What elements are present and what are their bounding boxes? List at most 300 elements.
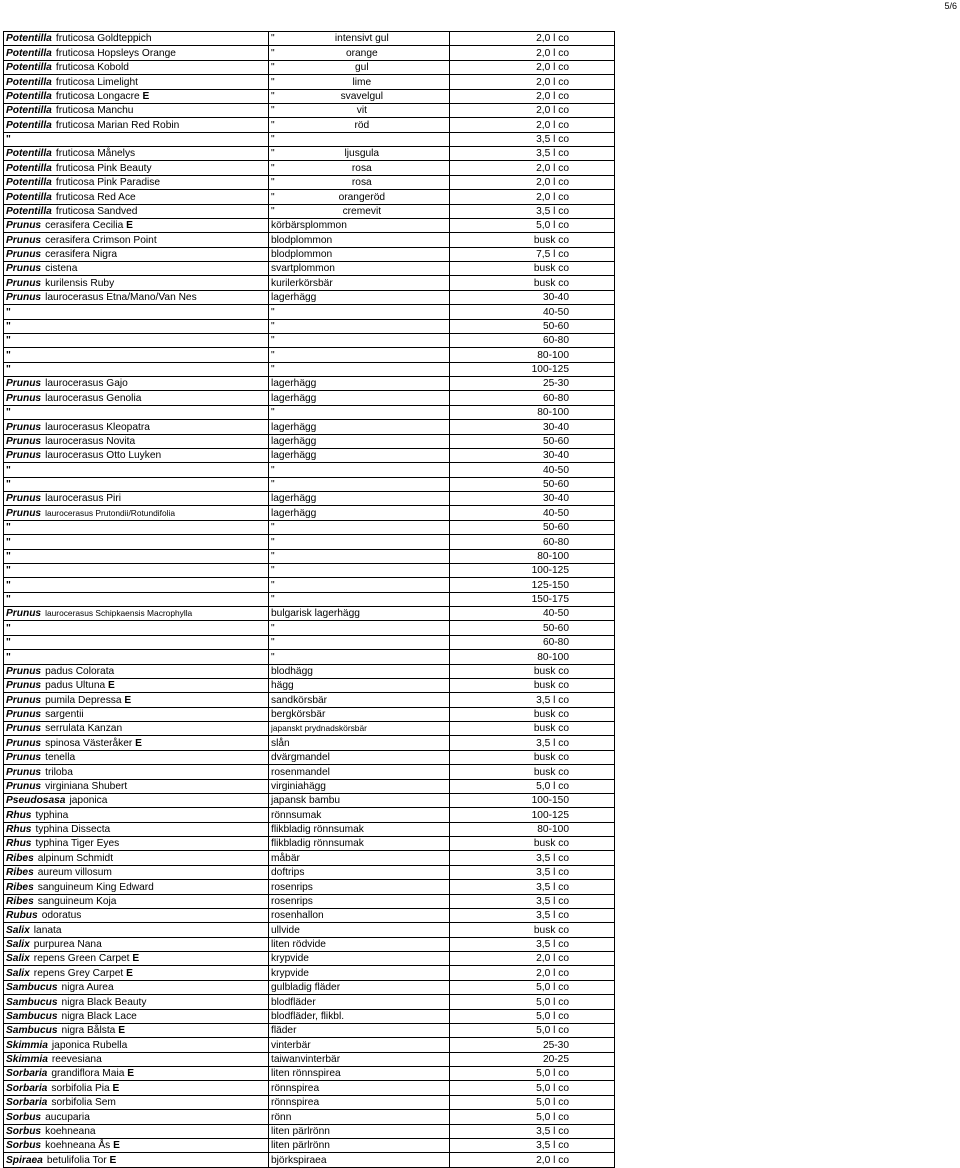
plant-name-cell <box>4 448 269 462</box>
table-row <box>4 262 615 276</box>
description: rosenhallon <box>271 910 324 922</box>
genus: " <box>6 536 11 548</box>
plant-name-cell <box>4 535 269 549</box>
ditto-mark: " <box>271 105 275 117</box>
species-cultivar: laurocerasus Gajo <box>45 378 128 390</box>
plant-name-cell <box>4 793 269 807</box>
description: taiwanvinterbär <box>271 1054 341 1065</box>
genus: Prunus <box>6 220 42 232</box>
size-cell: 5,0 l co <box>450 1095 615 1109</box>
table-row <box>4 664 615 678</box>
description-cell <box>269 923 450 937</box>
species-cultivar: nigra Bålsta <box>61 1025 116 1037</box>
description-cell <box>269 1138 450 1152</box>
description: " <box>271 306 275 318</box>
species-cultivar: laurocerasus Schipkaensis Macrophylla <box>45 608 193 619</box>
size-cell: 100-125 <box>450 362 615 376</box>
ditto-mark: " <box>271 177 275 189</box>
genus: Pseudosasa <box>6 795 66 807</box>
size-cell: 3,5 l co <box>450 865 615 879</box>
size-cell: 80-100 <box>450 405 615 419</box>
genus: " <box>6 464 11 476</box>
species-cultivar: betulifolia Tor <box>46 1154 107 1166</box>
description-cell <box>269 348 450 362</box>
description: rönnsumak <box>271 809 322 821</box>
description-cell <box>269 1153 450 1167</box>
plant-name-cell <box>4 405 269 419</box>
description-cell <box>269 707 450 721</box>
description-cell <box>269 290 450 304</box>
plant-name-cell <box>4 923 269 937</box>
genus: Ribes <box>6 895 34 907</box>
plant-name-cell <box>4 305 269 319</box>
description-cell <box>269 391 450 405</box>
description-cell <box>269 693 450 707</box>
genus: Prunus <box>6 752 42 764</box>
table-row <box>4 218 615 232</box>
description: röd <box>354 119 370 131</box>
description-cell <box>269 607 450 621</box>
species-cultivar: purpurea Nana <box>33 939 102 950</box>
plant-name-cell <box>4 218 269 232</box>
species-cultivar: fruticosa Goldteppich <box>55 33 152 45</box>
species-cultivar: laurocerasus Kleopatra <box>45 421 150 433</box>
plant-name-cell <box>4 1023 269 1037</box>
description-cell <box>269 736 450 750</box>
size-cell: 2,0 l co <box>450 118 615 132</box>
plant-name-cell <box>4 607 269 621</box>
description: lagerhägg <box>271 493 317 505</box>
plant-name-cell <box>4 966 269 980</box>
size-cell: busk co <box>450 233 615 247</box>
table-row <box>4 118 615 132</box>
genus: Potentilla <box>6 105 52 117</box>
table-row <box>4 1009 615 1023</box>
table-row <box>4 1067 615 1081</box>
description: rosenrips <box>271 895 313 907</box>
description: gul <box>355 62 369 74</box>
size-cell: 5,0 l co <box>450 1009 615 1023</box>
description-cell <box>269 1009 450 1023</box>
table-row <box>4 851 615 865</box>
species-cultivar: reevesiana <box>51 1054 102 1065</box>
description: bulgarisk lagerhägg <box>271 608 360 620</box>
description: lagerhägg <box>271 450 317 462</box>
species-cultivar: sanguineum Koja <box>37 895 117 907</box>
genus: Prunus <box>6 292 42 304</box>
description: rönn <box>271 1111 292 1123</box>
description: blodfläder <box>271 996 316 1008</box>
e-mark: E <box>112 1082 120 1094</box>
size-cell: busk co <box>450 664 615 678</box>
description: liten pärlrönn <box>271 1140 330 1152</box>
description-cell <box>269 434 450 448</box>
description-cell <box>269 405 450 419</box>
description-cell <box>269 578 450 592</box>
plant-name-cell <box>4 980 269 994</box>
species-cultivar: nigra Aurea <box>61 982 114 994</box>
table-row <box>4 1153 615 1167</box>
size-cell: 2,0 l co <box>450 46 615 60</box>
description-cell <box>269 32 450 46</box>
table-row <box>4 736 615 750</box>
e-mark: E <box>109 1154 117 1166</box>
size-cell: 5,0 l co <box>450 779 615 793</box>
table-row <box>4 578 615 592</box>
species-cultivar: tenella <box>45 752 76 764</box>
description-cell <box>269 319 450 333</box>
size-cell: 3,5 l co <box>450 132 615 146</box>
size-cell: 3,5 l co <box>450 851 615 865</box>
table-row <box>4 103 615 117</box>
table-row <box>4 161 615 175</box>
size-cell: 2,0 l co <box>450 161 615 175</box>
description: rönnspirea <box>271 1082 320 1094</box>
size-cell: 3,5 l co <box>450 1124 615 1138</box>
ditto-mark: " <box>271 119 275 131</box>
genus: Rhus <box>6 824 32 835</box>
size-cell: 3,5 l co <box>450 894 615 908</box>
description-cell <box>269 506 450 520</box>
plant-name-cell <box>4 434 269 448</box>
description-cell <box>269 822 450 836</box>
description: " <box>271 637 275 649</box>
species-cultivar: typhina Dissecta <box>35 824 111 835</box>
genus: " <box>6 594 11 605</box>
table-row <box>4 75 615 89</box>
plant-name-cell <box>4 908 269 922</box>
description-cell <box>269 233 450 247</box>
plant-name-cell <box>4 290 269 304</box>
e-mark: E <box>108 680 115 692</box>
table-row <box>4 391 615 405</box>
description: " <box>271 464 275 476</box>
description-cell <box>269 592 450 606</box>
species-cultivar: sorbifolia Pia <box>51 1082 110 1094</box>
size-cell: 2,0 l co <box>450 89 615 103</box>
description: lime <box>352 76 372 88</box>
size-cell: 5,0 l co <box>450 995 615 1009</box>
table-row <box>4 621 615 635</box>
description: " <box>271 320 275 332</box>
description: orange <box>345 47 378 59</box>
plant-name-cell <box>4 894 269 908</box>
table-row <box>4 923 615 937</box>
size-cell: 50-60 <box>450 621 615 635</box>
table-row <box>4 952 615 966</box>
description: blodhägg <box>271 665 313 677</box>
table-row <box>4 1124 615 1138</box>
plant-name-cell <box>4 650 269 664</box>
table-row <box>4 492 615 506</box>
description-cell <box>269 837 450 851</box>
genus: Prunus <box>6 665 42 677</box>
description: lagerhägg <box>271 435 317 447</box>
ditto-mark: " <box>271 162 275 174</box>
description: " <box>271 536 275 548</box>
plant-name-cell <box>4 377 269 391</box>
genus: Ribes <box>6 867 34 879</box>
plant-name-cell <box>4 46 269 60</box>
genus: Prunus <box>6 608 42 620</box>
plant-name-cell <box>4 362 269 376</box>
plant-price-list <box>3 31 615 1168</box>
e-mark: E <box>113 1140 120 1152</box>
plant-name-cell <box>4 722 269 736</box>
genus: Spiraea <box>6 1154 43 1166</box>
size-cell: 40-50 <box>450 305 615 319</box>
size-cell: busk co <box>450 707 615 721</box>
species-cultivar: japonica <box>69 795 108 807</box>
species-cultivar: laurocerasus Etna/Mano/Van Nes <box>45 292 197 304</box>
genus: Prunus <box>6 421 42 433</box>
size-cell: 100-150 <box>450 793 615 807</box>
description-cell <box>269 1052 450 1066</box>
table-row <box>4 233 615 247</box>
e-mark: E <box>142 90 150 102</box>
genus: Prunus <box>6 709 42 720</box>
genus: " <box>6 637 11 649</box>
description: " <box>271 349 275 361</box>
size-cell: 125-150 <box>450 578 615 592</box>
genus: Prunus <box>6 723 42 735</box>
description-cell <box>269 60 450 74</box>
description: japansk bambu <box>271 795 341 807</box>
plant-name-cell <box>4 635 269 649</box>
description-cell <box>269 103 450 117</box>
ditto-mark: " <box>271 148 275 160</box>
description: " <box>271 522 275 534</box>
description: rosa <box>351 177 372 189</box>
table-row <box>4 276 615 290</box>
e-mark: E <box>127 1068 135 1080</box>
size-cell: 100-125 <box>450 563 615 577</box>
plant-name-cell <box>4 578 269 592</box>
description: bergkörsbär <box>271 709 326 720</box>
genus: Salix <box>6 967 30 979</box>
ditto-mark: " <box>271 134 275 145</box>
species-cultivar: fruticosa Pink Beauty <box>55 162 152 174</box>
genus: Sambucus <box>6 982 58 994</box>
size-cell: 40-50 <box>450 607 615 621</box>
table-row <box>4 707 615 721</box>
description: virginiahägg <box>271 780 326 792</box>
species-cultivar: kurilensis Ruby <box>45 277 115 289</box>
size-cell: busk co <box>450 750 615 764</box>
size-cell: 2,0 l co <box>450 60 615 74</box>
table-row <box>4 520 615 534</box>
species-cultivar: cerasifera Crimson Point <box>45 234 157 246</box>
plant-name-cell <box>4 880 269 894</box>
table-row <box>4 1023 615 1037</box>
plant-name-cell <box>4 1138 269 1152</box>
genus: Potentilla <box>6 119 52 131</box>
table-row <box>4 60 615 74</box>
size-cell: 2,0 l co <box>450 1153 615 1167</box>
description: vit <box>356 105 367 117</box>
species-cultivar: fruticosa Red Ace <box>55 191 136 203</box>
genus: Sambucus <box>6 996 58 1008</box>
plant-name-cell <box>4 865 269 879</box>
species-cultivar: triloba <box>45 766 73 778</box>
size-cell: 5,0 l co <box>450 1081 615 1095</box>
table-row <box>4 377 615 391</box>
ditto-mark: " <box>271 90 275 102</box>
species-cultivar: fruticosa Sandved <box>55 205 138 217</box>
size-cell: 3,5 l co <box>450 204 615 218</box>
description: björkspiraea <box>271 1154 327 1166</box>
table-row <box>4 305 615 319</box>
size-cell: 80-100 <box>450 348 615 362</box>
genus: Skimmia <box>6 1054 48 1065</box>
plant-name-cell <box>4 851 269 865</box>
size-cell: 50-60 <box>450 477 615 491</box>
species-cultivar: sanguineum King Edward <box>37 881 154 893</box>
genus: Potentilla <box>6 33 52 45</box>
table-row <box>4 506 615 520</box>
size-cell: 40-50 <box>450 506 615 520</box>
description: " <box>271 407 275 419</box>
size-cell: 20-25 <box>450 1052 615 1066</box>
species-cultivar: lanata <box>33 924 62 936</box>
description: " <box>271 594 275 605</box>
table-row <box>4 678 615 692</box>
size-cell: 3,5 l co <box>450 880 615 894</box>
table-row <box>4 908 615 922</box>
description-cell <box>269 650 450 664</box>
description: svartplommon <box>271 263 335 275</box>
genus: Prunus <box>6 263 42 275</box>
genus: Potentilla <box>6 191 52 203</box>
species-cultivar: nigra Black Beauty <box>61 996 147 1008</box>
description-cell <box>269 118 450 132</box>
plant-name-cell <box>4 276 269 290</box>
species-cultivar: fruticosa Manchu <box>55 105 134 117</box>
size-cell: 80-100 <box>450 822 615 836</box>
size-cell: 3,5 l co <box>450 147 615 161</box>
plant-name-cell <box>4 75 269 89</box>
genus: Sorbaria <box>6 1082 48 1094</box>
ditto-mark: " <box>271 76 275 88</box>
plant-name-cell <box>4 765 269 779</box>
ditto-mark: " <box>271 33 275 45</box>
description-cell <box>269 477 450 491</box>
description: " <box>271 622 275 634</box>
ditto-mark: " <box>271 205 275 217</box>
table-row <box>4 750 615 764</box>
table-row <box>4 132 615 146</box>
plant-name-cell <box>4 563 269 577</box>
description: lagerhägg <box>271 378 317 390</box>
table-row <box>4 190 615 204</box>
plant-name-cell <box>4 492 269 506</box>
table-row <box>4 650 615 664</box>
description: rosa <box>351 162 372 174</box>
genus: Prunus <box>6 378 42 390</box>
plant-name-cell <box>4 736 269 750</box>
genus: " <box>6 335 11 347</box>
genus: Salix <box>6 924 30 936</box>
table-row <box>4 1095 615 1109</box>
size-cell: 150-175 <box>450 592 615 606</box>
page-number: 5/6 <box>944 1 957 11</box>
size-cell: busk co <box>450 722 615 736</box>
table-row <box>4 348 615 362</box>
description-cell <box>269 333 450 347</box>
e-mark: E <box>126 967 133 979</box>
description-cell <box>269 1038 450 1052</box>
genus: Prunus <box>6 234 42 246</box>
size-cell: busk co <box>450 678 615 692</box>
e-mark: E <box>126 220 133 232</box>
size-cell: 30-40 <box>450 290 615 304</box>
description: liten rödvide <box>271 939 326 950</box>
table-row <box>4 880 615 894</box>
species-cultivar: cerasifera Cecilia <box>45 220 124 232</box>
genus: Sorbaria <box>6 1068 48 1080</box>
genus: " <box>6 320 11 332</box>
description-cell <box>269 722 450 736</box>
size-cell: 80-100 <box>450 549 615 563</box>
description-cell <box>269 420 450 434</box>
size-cell: 5,0 l co <box>450 1023 615 1037</box>
description-cell <box>269 894 450 908</box>
species-cultivar: laurocerasus Otto Luyken <box>45 450 162 462</box>
species-cultivar: padus Ultuna <box>45 680 106 692</box>
description-cell <box>269 1023 450 1037</box>
genus: Potentilla <box>6 76 52 88</box>
size-cell: 80-100 <box>450 650 615 664</box>
species-cultivar: grandiflora Maia <box>51 1068 125 1080</box>
species-cultivar: pumila Depressa <box>45 694 122 706</box>
size-cell: 50-60 <box>450 434 615 448</box>
genus: " <box>6 565 11 577</box>
genus: Prunus <box>6 435 42 447</box>
plant-name-cell <box>4 333 269 347</box>
description-cell <box>269 1095 450 1109</box>
size-cell: 5,0 l co <box>450 1110 615 1124</box>
table-row <box>4 290 615 304</box>
description: rosenrips <box>271 881 313 893</box>
description-cell <box>269 1110 450 1124</box>
table-row <box>4 405 615 419</box>
size-cell: 60-80 <box>450 333 615 347</box>
description: måbär <box>271 852 300 864</box>
plant-name-cell <box>4 391 269 405</box>
description-cell <box>269 247 450 261</box>
plant-name-cell <box>4 190 269 204</box>
species-cultivar: virginiana Shubert <box>45 780 128 792</box>
description-cell <box>269 880 450 894</box>
species-cultivar: sargentii <box>45 709 84 720</box>
description-cell <box>269 147 450 161</box>
plant-name-cell <box>4 348 269 362</box>
description-cell <box>269 664 450 678</box>
description-cell <box>269 305 450 319</box>
table-row <box>4 765 615 779</box>
genus: Prunus <box>6 392 42 404</box>
table-row <box>4 434 615 448</box>
description: doftrips <box>271 867 305 879</box>
plant-name-cell <box>4 750 269 764</box>
ditto-mark: " <box>271 191 275 203</box>
description: krypvide <box>271 967 309 979</box>
table-row <box>4 333 615 347</box>
description-cell <box>269 276 450 290</box>
size-cell: 3,5 l co <box>450 908 615 922</box>
ditto-mark: " <box>271 62 275 74</box>
table-row <box>4 204 615 218</box>
